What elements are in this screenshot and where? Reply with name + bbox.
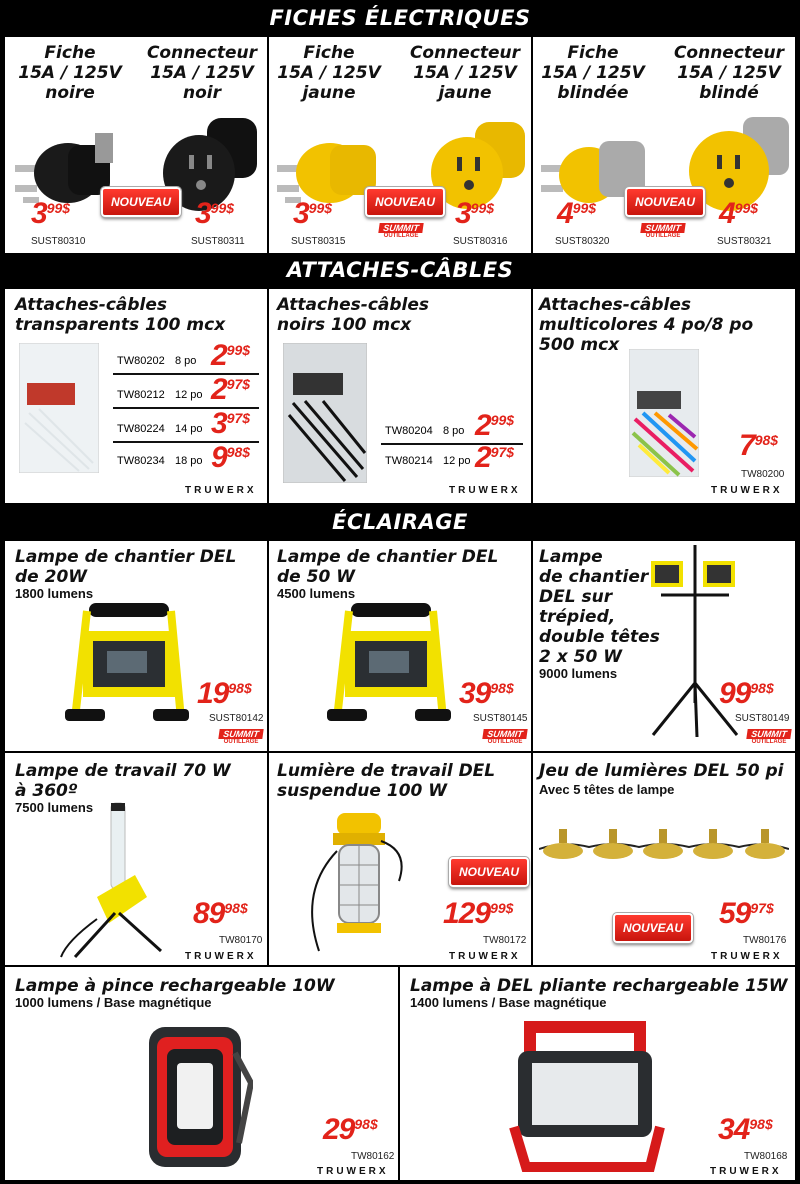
price-tie-8po: 299$: [211, 339, 251, 372]
price-plug-1: 399$: [31, 197, 71, 230]
string-lights-image: [539, 823, 789, 873]
price-360: 8998$: [193, 897, 248, 930]
summit-logo: SUMMIT OUTILLAGE: [379, 223, 423, 240]
foldable-light-image: [500, 1017, 670, 1177]
truwerx-logo: TRUWERX: [185, 951, 257, 962]
light-cell-50w: Lampe de chantier DEL de 50 W 4500 lumens 3998$ SUST80145 SUMMIT OUTILLAGE: [269, 541, 531, 751]
plug-cell-1: Fiche 15A / 125V noire Connecteur 15A / 125V noir 399$ 399$ NOUVEAU SUST80310 SUST80311: [5, 37, 267, 253]
section-header-lighting: ÉCLAIRAGE: [0, 505, 800, 539]
price-plug-2: 399$: [195, 197, 235, 230]
sku-foldable-light: TW80168: [744, 1151, 788, 1162]
sku-string-lights: TW80176: [743, 935, 787, 946]
transparent-ties-image: [19, 343, 99, 473]
truwerx-logo: TRUWERX: [711, 951, 783, 962]
price-black-tie-8po: 299$: [475, 409, 515, 442]
truwerx-logo: TRUWERX: [710, 1166, 782, 1177]
sku-plug-6: SUST80321: [717, 236, 772, 247]
price-tie-18po: 998$: [211, 441, 251, 474]
light-cell-clip: Lampe à pince rechargeable 10W 1000 lumens / Base magnétique 2998$ TW80162 TRUWERX: [5, 967, 398, 1180]
light-cell-20w: Lampe de chantier DEL de 20W 1800 lumens 1998$ SUST80142 SUMMIT OUTILLAGE: [5, 541, 267, 751]
light-cell-suspended: Lumière de travail DEL suspendue 100 W NOUVEAU 12999$ TW80172 TRUWERX: [269, 753, 531, 965]
sku-multi-ties: TW80200: [741, 469, 785, 480]
price-tie-12po: 297$: [211, 373, 251, 406]
ties-multi-cell: Attaches-câbles multicolores 4 po/8 po 500 mcx 798$ TW80200 TRUWERX: [533, 289, 795, 503]
truwerx-logo: TRUWERX: [317, 1166, 389, 1177]
light-cell-foldable: Lampe à DEL pliante rechargeable 15W 1400 lumens / Base magnétique 3498$ TW80168 TRUWERX: [400, 967, 795, 1180]
price-light-50w: 3998$: [459, 677, 514, 710]
light-cell-360: Lampe de travail 70 W à 360º 7500 lumens 8998$ TW80170 TRUWERX: [5, 753, 267, 965]
new-badge: NOUVEAU: [625, 187, 705, 217]
new-badge: NOUVEAU: [365, 187, 445, 217]
price-plug-5: 499$: [557, 197, 597, 230]
summit-logo: SUMMIT OUTILLAGE: [219, 729, 263, 746]
price-plug-6: 499$: [719, 197, 759, 230]
price-foldable-light: 3498$: [718, 1113, 773, 1146]
new-badge: NOUVEAU: [449, 857, 529, 887]
ties-transparent-cell: Attaches-câbles transparents 100 mcx TW80202 8 po 299$ TW80212 12 po 297$ TW80224 14 po 397$ TW80234 18 po 998$ TRUWERX: [5, 289, 267, 503]
new-badge: NOUVEAU: [613, 913, 693, 943]
work-light-50w-image: [323, 601, 453, 731]
sku-tripod: SUST80149: [735, 713, 790, 724]
sku-plug-3: SUST80315: [291, 236, 346, 247]
sku-suspended: TW80172: [483, 935, 527, 946]
sku-plug-4: SUST80316: [453, 236, 508, 247]
360-work-light-image: [57, 801, 177, 961]
price-string-lights: 5997$: [719, 897, 774, 930]
truwerx-logo: TRUWERX: [449, 951, 521, 962]
sku-light-20w: SUST80142: [209, 713, 264, 724]
plug-cell-3: Fiche 15A / 125V blindée Connecteur 15A / 125V blindé 499$ 499$ NOUVEAU SUMMIT OUTILLAGE SUST80320 SUST80321: [533, 37, 795, 253]
section-header-ties: ATTACHES-CÂBLES: [0, 255, 800, 287]
sku-clip-light: TW80162: [351, 1151, 395, 1162]
new-badge: NOUVEAU: [101, 187, 181, 217]
price-black-tie-12po: 297$: [475, 441, 515, 474]
price-plug-4: 399$: [455, 197, 495, 230]
summit-logo: SUMMIT OUTILLAGE: [747, 729, 791, 746]
black-ties-image: [283, 343, 367, 483]
multicolor-ties-image: [629, 349, 699, 477]
truwerx-logo: TRUWERX: [449, 485, 521, 496]
price-tripod: 9998$: [719, 677, 774, 710]
sku-plug-2: SUST80311: [191, 236, 245, 247]
sku-360: TW80170: [219, 935, 263, 946]
truwerx-logo: TRUWERX: [711, 485, 783, 496]
price-light-20w: 1998$: [197, 677, 252, 710]
price-multi-ties: 798$: [739, 429, 779, 462]
price-tie-14po: 397$: [211, 407, 251, 440]
summit-logo: SUMMIT OUTILLAGE: [483, 729, 527, 746]
light-cell-tripod: Lampe de chantier DEL sur trépied, double têtes 2 x 50 W 9000 lumens 9998$ SUST80149 SUMMIT OUTILLAGE: [533, 541, 795, 751]
price-plug-3: 399$: [293, 197, 333, 230]
clip-light-image: [143, 1023, 253, 1173]
sku-light-50w: SUST80145: [473, 713, 528, 724]
work-light-20w-image: [61, 601, 191, 731]
truwerx-logo: TRUWERX: [185, 485, 257, 496]
price-clip-light: 2998$: [323, 1113, 378, 1146]
ties-black-cell: Attaches-câbles noirs 100 mcx TW80204 8 po 299$ TW80214 12 po 297$ TRUWERX: [269, 289, 531, 503]
sku-plug-1: SUST80310: [31, 236, 86, 247]
sku-plug-5: SUST80320: [555, 236, 610, 247]
suspended-light-image: [289, 811, 429, 961]
plug-cell-2: Fiche 15A / 125V jaune Connecteur 15A / 125V jaune 399$ 399$ NOUVEAU SUMMIT OUTILLAGE SUST80315 SUST80316: [269, 37, 531, 253]
section-header-plugs: FICHES ÉLECTRIQUES: [0, 3, 800, 35]
light-cell-string: Jeu de lumières DEL 50 pi Avec 5 têtes de lampe NOUVEAU 5997$ TW80176 TRUWERX: [533, 753, 795, 965]
summit-logo: SUMMIT OUTILLAGE: [641, 223, 685, 240]
price-suspended: 12999$: [443, 897, 514, 930]
